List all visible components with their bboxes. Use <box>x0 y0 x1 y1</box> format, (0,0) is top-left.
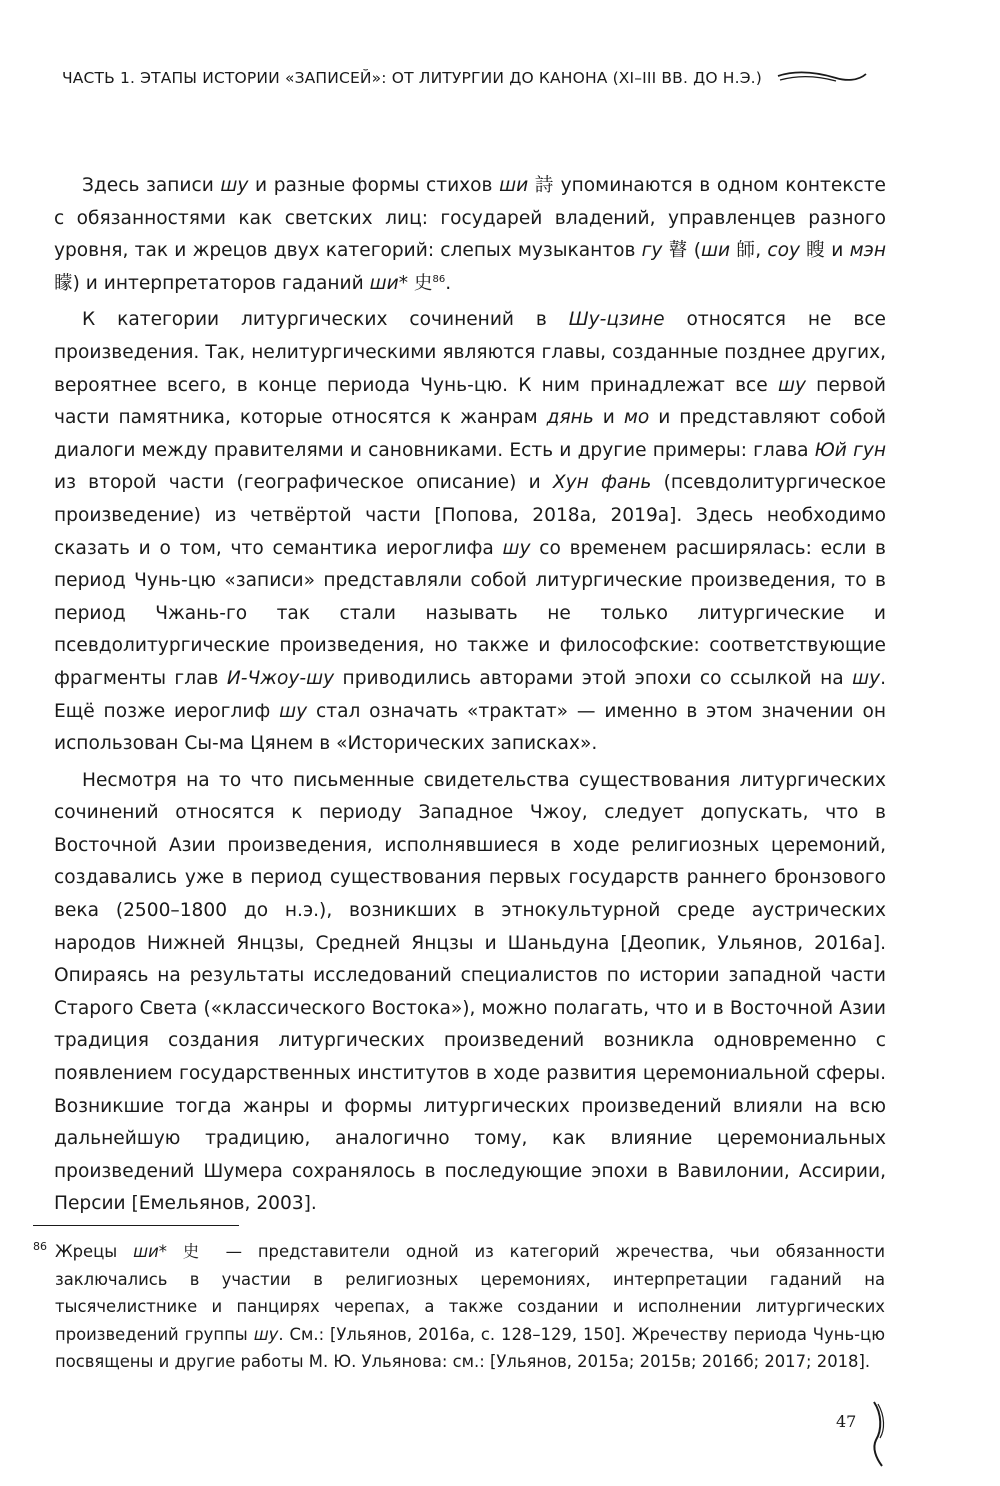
page-number: 47 <box>836 1412 857 1431</box>
running-head <box>62 64 942 92</box>
bracket-ornament-icon <box>868 1400 890 1468</box>
paragraph-3: Несмотря на то что письменные свидетельства существования литургических сочинений относятся к периоду Западное Чжоу, следует допускать, что в Восточной Азии произведения, исполнявшиеся в ходе религиозных церемоний, создавались уже в период существования первых государств раннего бронзового века (2500–1800 до н.э.), возникших в этнокультурной среде аустрических народов Нижней Янцзы, Средней Янцзы и Шаньдуна [Деопик, Ульянов, 2016a]. Опираясь на результаты исследований специалистов по истории западной части Старого Света («классического Востока»), можно полагать, что и в Восточной Азии традиция создания литургических произведений возникла одновременно с появлением государственных институтов в ходе развития церемониальной сферы. Возникшие тогда жанры и формы литургических произведений влияли на всю дальнейшую традицию, аналогично тому, как влияние церемониальных произведений Шумера сохранялось в последующие эпохи в Вавилонии, Ассирии, Персии [Емельянов, 2003]. <box>54 769 886 1215</box>
running-title: ЧАСТЬ 1. ЭТАПЫ ИСТОРИИ «ЗАПИСЕЙ»: ОТ ЛИТУРГИИ ДО КАНОНА (XI–III ВВ. ДО Н.Э.) <box>62 69 762 87</box>
paragraph-2: К категории литургических сочинений в Шу-цзине относятся не все произведения. Так, нелитургическими являются главы, созданные позднее других, вероятнее всего, в конце периода Чунь-цю. К ним принадлежат все шу первой части памятника, которые относятся к жанрам дянь и мо и представляют собой диалоги между правителями и сановниками. Есть и другие примеры: глава Юй гун из второй части (географическое описание) и Хун фань (псевдолитургическое произведение) из четвёртой части [Попова, 2018a, 2019a]. Здесь необходимо сказать и о том, что семантика иероглифа шу со временем расширялась: если в период Чунь-цю «записи» представляли собой литургические произведения, то в период Чжань-го так стали называть не только литургические и псевдолитургические произведения, но также и философские: соответствующие фрагменты глав И-Чжоу-шу приводились авторами этой эпохи со ссылкой на шу. Ещё позже иероглиф шу стал означать «трактат» — именно в этом значении он использован Сы-ма Цянем в «Исторических записках». <box>54 309 887 755</box>
footnote-86: 86 Жрецы ши* 史 — представители одной из категорий жречества, чьи обязанности заключались в участии в религиозных церемониях, интерпретации гаданий на тысячелистнике и панцирях черепах, а также создании и исполнении литургических произведений группы шу. См.: [Ульянов, 2016a, с. 128–129, 150]. Жречеству периода Чунь-цю посвящены и другие работы М. Ю. Ульянова: см.: [Ульянов, 2015a; 2015в; 2016б; 2017; 2018]. <box>33 1240 886 1372</box>
footnote-mark: 86 <box>33 1240 47 1253</box>
main-text <box>54 170 886 1225</box>
footnote-ref[interactable]: 86 <box>432 273 446 285</box>
paragraph-1: Здесь записи шу и разные формы стихов ши 詩 упоминаются в одном контексте с обязанностями как светских лиц: государей владений, управленцев разного уровня, так и жрецов двух категорий: слепых музыкантов гу 瞽 (ши 師, соу 瞍 и мэн 矇) и интерпретаторов гаданий ши* 史$^{86}$. <box>54 175 886 294</box>
swash-ornament-icon <box>776 68 868 88</box>
footnote-divider <box>33 1225 239 1226</box>
